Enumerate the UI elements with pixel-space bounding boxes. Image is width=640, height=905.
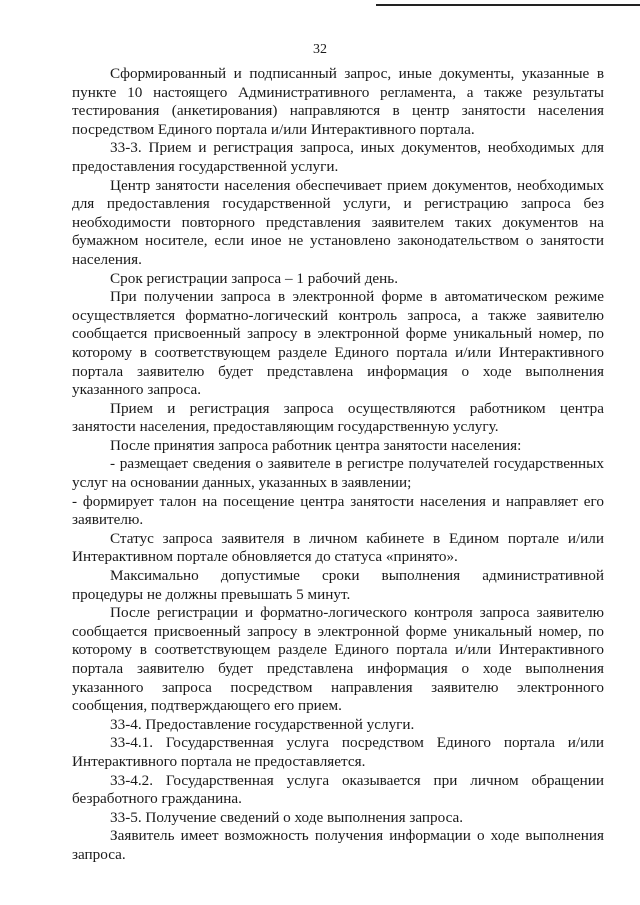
document-body bbox=[72, 65, 604, 865]
paragraph-section-33-4: 33-4. Предоставление государственной услуги. bbox=[110, 715, 415, 733]
top-edge-line bbox=[376, 4, 640, 6]
paragraph-section-33-5: 33-5. Получение сведений о ходе выполнения запроса. bbox=[110, 808, 464, 826]
paragraph-after-acceptance: После принятия запроса работник центра занятости населения: bbox=[110, 436, 522, 454]
paragraph-submission: Сформированный и подписанный запрос, иные документы, указанные в пункте 10 настоящего Административного регламента, а также результаты тестирования (анкетирования) направляются в центр занятости населения посредством Единого портала и/или Интерактивного портала. bbox=[72, 65, 604, 138]
paragraph-after-registration: После регистрации и форматно-логического контроля запроса заявителю сообщается присвоенный запросу в электронной форме уникальный номер, по которому в соответствующем разделе Единого портала и/или Интерактивного портала заявителю будет представлена информация о ходе выполнения указанного запроса посредством направления заявителю электронного сообщения, подтверждающего его прием. bbox=[72, 604, 604, 715]
list-item-register: - размещает сведения о заявителе в регистре получателей государственных услуг на основании данных, указанных в заявлении; bbox=[72, 455, 604, 492]
paragraph-section-33-4-1: 33-4.1. Государственная услуга посредством Единого портала и/или Интерактивного портала не предоставляется. bbox=[72, 734, 604, 770]
list-item-ticket: - формирует талон на посещение центра занятости населения и направляет его заявителю. bbox=[72, 492, 604, 529]
paragraph-registration-term: Срок регистрации запроса – 1 рабочий день. bbox=[110, 269, 399, 287]
paragraph-section-33-3: 33-3. Прием и регистрация запроса, иных документов, необходимых для предоставления государственной услуги. bbox=[72, 139, 604, 175]
page-number: 32 bbox=[313, 42, 327, 57]
paragraph-document-acceptance: Центр занятости населения обеспечивает прием документов, необходимых для предоставления государственной услуги, и регистрацию запроса без необходимости повторного представления заявителем таких документов на бумажном носителе, если иное не установлено законодательством о занятости населения. bbox=[72, 176, 604, 268]
paragraph-electronic-control: При получении запроса в электронной форме в автоматическом режиме осуществляется форматно-логический контроль запроса, а также заявителю сообщается присвоенный запросу в электронной форме уникальный номер, по которому в соответствующем разделе Единого портала и/или Интерактивного портала заявителю будет представлена информация о ходе выполнения указанного запроса. bbox=[72, 288, 604, 399]
paragraph-registration-staff: Прием и регистрация запроса осуществляются работником центра занятости населения, предоставляющим государственную услугу. bbox=[72, 399, 604, 436]
paragraph-status-info: Заявитель имеет возможность получения информации о ходе выполнения запроса. bbox=[72, 827, 604, 863]
paragraph-section-33-4-2: 33-4.2. Государственная услуга оказывается при личном обращении безработного гражданина. bbox=[72, 771, 604, 808]
paragraph-max-terms: Максимально допустимые сроки выполнения административной процедуры не должны превышать 5 минут. bbox=[72, 567, 604, 603]
paragraph-status: Статус запроса заявителя в личном кабинете в Едином портале и/или Интерактивном портале обновляется до статуса «принято». bbox=[72, 529, 604, 566]
